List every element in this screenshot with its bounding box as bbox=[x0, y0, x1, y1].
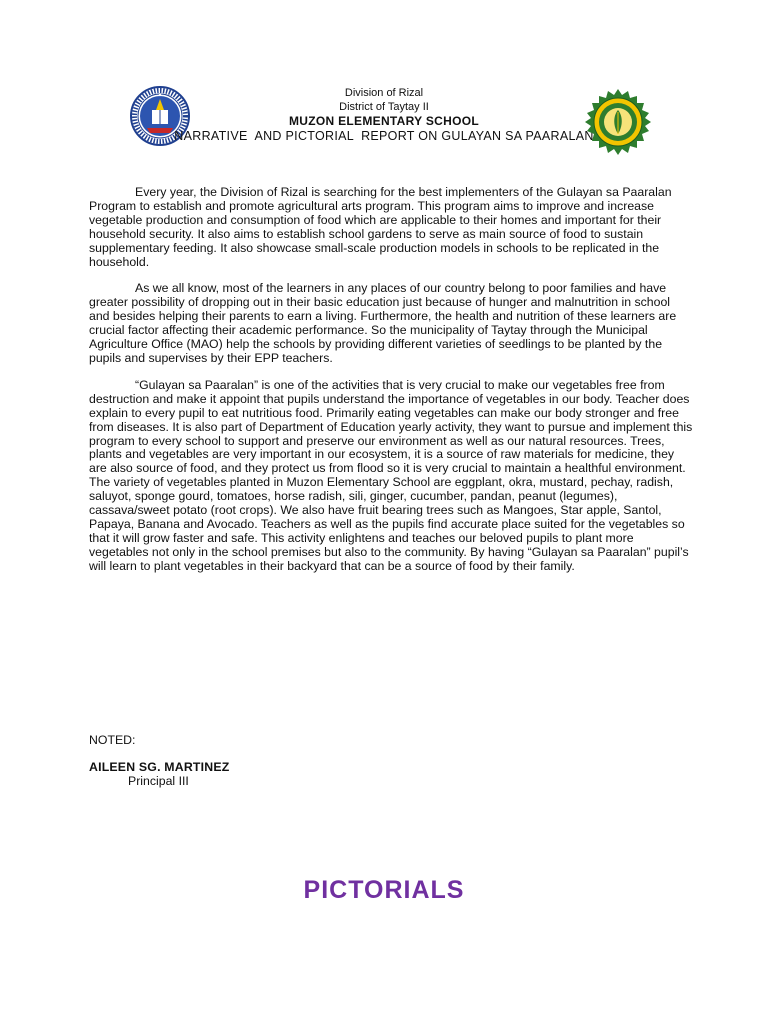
narrative-body bbox=[89, 186, 693, 587]
signatory-name: AILEEN SG. MARTINEZ bbox=[89, 760, 230, 774]
report-title: NARRATIVE AND PICTORIAL REPORT ON GULAYAN SA PAARALAN bbox=[174, 129, 594, 143]
district-label: District of Taytay II bbox=[339, 101, 429, 113]
school-name: MUZON ELEMENTARY SCHOOL bbox=[288, 114, 479, 128]
document-header bbox=[0, 86, 768, 129]
pictorials-heading: PICTORIALS bbox=[303, 876, 465, 904]
noted-label: NOTED: bbox=[89, 733, 136, 747]
narrative-paragraph-2: As we all know, most of the learners in any places of our country belong to poor families and have greater possibility of dropping out in their basic education just because of hunger and malnutrition in school and besides helping their parents to earn a living. Furthermore, the health and nutrition of these learners are crucial factor affecting their academic performance. So the municipality of Taytay through the Municipal Agriculture Office (MAO) help the schools by providing different varieties of seedlings to be planted by the pupils and supervises by their EPP teachers. bbox=[89, 281, 677, 365]
narrative-paragraph-1: Every year, the Division of Rizal is searching for the best implementers of the Gulayan sa Paaralan Program to establish and promote agricultural arts program. This program aims to improve and increase vegetable production and consumption of food which are applicable to their homes and important for their household security. It also aims to establish school gardens to serve as main source of food to sustain supplementary feeding. It also showcase small-scale production models in schools to be replicated in the household. bbox=[89, 185, 672, 269]
narrative-paragraph-3: “Gulayan sa Paaralan” is one of the activities that is very crucial to make our vegetables free from destruction and make it appoint that pupils understand the importance of vegetables in our body. Teacher does explain to every pupil to eat nutritious food. Primarily eating vegetables can make our body stronger and free from diseases. It is also part of Department of Education yearly activity, they want to pursue and implement this program to every school to support and preserve our environment as well as our natural resources. Trees, plants and vegetables are very important in our ecosystem, it is a source of raw materials for medicine, they are also source of food, and they protect us from flood so it is very crucial to maintain a healthful environment. The variety of vegetables planted in Muzon Elementary School are eggplant, okra, mustard, pechay, radish, saluyot, sponge gourd, tomatoes, horse radish, sili, ginger, cucumber, pandan, peanut (legumes), cassava/sweet potato (root crops). We also have fruit bearing trees such as Mangoes, Star apple, Santol, Papaya, Banana and Avocado. Teachers as well as the pupils find accurate place suited for the vegetables so that it will grow faster and safe. This activity enlightens and teaches our beloved pupils to plant more vegetables not only in the school premises but also to the community. By having “Gulayan sa Paaralan” pupil’s will learn to plant vegetables in their backyard that can be a source of food by their family. bbox=[89, 377, 693, 573]
agriculture-seal-icon bbox=[584, 88, 652, 156]
signatory-position: Principal III bbox=[128, 774, 189, 788]
division-label: Division of Rizal bbox=[344, 87, 424, 99]
